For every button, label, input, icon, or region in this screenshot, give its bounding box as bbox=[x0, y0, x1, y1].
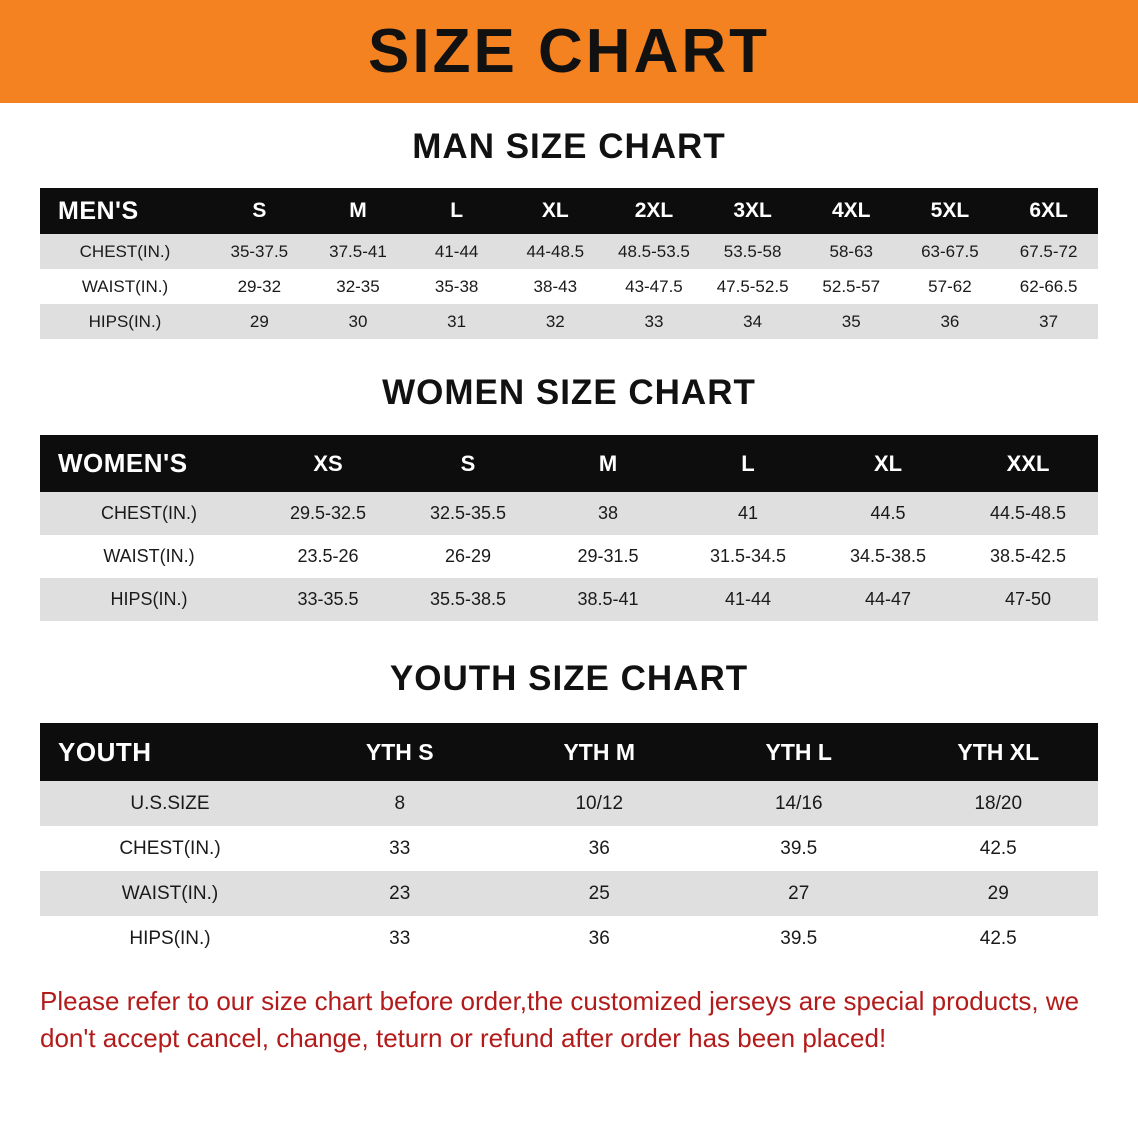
row-label: CHEST(IN.) bbox=[40, 492, 258, 535]
table-cell: 29-31.5 bbox=[538, 535, 678, 578]
table-cell: 8 bbox=[300, 781, 500, 826]
youth-header-cell: YOUTH bbox=[40, 723, 300, 781]
table-row bbox=[40, 234, 1098, 269]
table-cell: 36 bbox=[500, 826, 700, 871]
table-cell: 53.5-58 bbox=[703, 234, 802, 269]
table-cell: 37.5-41 bbox=[309, 234, 408, 269]
row-label: CHEST(IN.) bbox=[40, 826, 300, 871]
youth-header-cell: YTH L bbox=[699, 723, 899, 781]
table-cell: 39.5 bbox=[699, 826, 899, 871]
table-cell: 34.5-38.5 bbox=[818, 535, 958, 578]
table-row bbox=[40, 269, 1098, 304]
table-cell: 32.5-35.5 bbox=[398, 492, 538, 535]
man-header-cell: L bbox=[407, 188, 506, 234]
women-table-body bbox=[40, 492, 1098, 621]
table-cell: 44-48.5 bbox=[506, 234, 605, 269]
table-cell: 29 bbox=[210, 304, 309, 339]
man-header-cell: M bbox=[309, 188, 408, 234]
table-cell: 30 bbox=[309, 304, 408, 339]
youth-table-head bbox=[40, 723, 1098, 781]
table-cell: 33 bbox=[300, 916, 500, 961]
table-cell: 35 bbox=[802, 304, 901, 339]
table-row bbox=[40, 871, 1098, 916]
table-cell: 39.5 bbox=[699, 916, 899, 961]
women-header-cell: XS bbox=[258, 435, 398, 492]
table-cell: 47-50 bbox=[958, 578, 1098, 621]
table-cell: 14/16 bbox=[699, 781, 899, 826]
table-cell: 38 bbox=[538, 492, 678, 535]
table-cell: 33-35.5 bbox=[258, 578, 398, 621]
table-cell: 32-35 bbox=[309, 269, 408, 304]
table-row bbox=[40, 781, 1098, 826]
man-header-cell: 3XL bbox=[703, 188, 802, 234]
man-header-cell: MEN'S bbox=[40, 188, 210, 234]
table-cell: 41-44 bbox=[678, 578, 818, 621]
youth-table-wrap bbox=[0, 723, 1138, 961]
table-cell: 31.5-34.5 bbox=[678, 535, 818, 578]
table-cell: 35-38 bbox=[407, 269, 506, 304]
man-header-cell: 6XL bbox=[999, 188, 1098, 234]
table-cell: 62-66.5 bbox=[999, 269, 1098, 304]
man-table-head bbox=[40, 188, 1098, 234]
women-table-wrap bbox=[0, 435, 1138, 621]
row-label: WAIST(IN.) bbox=[40, 535, 258, 578]
table-cell: 26-29 bbox=[398, 535, 538, 578]
man-table-body bbox=[40, 234, 1098, 339]
women-header-cell: M bbox=[538, 435, 678, 492]
table-cell: 52.5-57 bbox=[802, 269, 901, 304]
table-cell: 35-37.5 bbox=[210, 234, 309, 269]
table-cell: 18/20 bbox=[899, 781, 1099, 826]
table-cell: 36 bbox=[901, 304, 1000, 339]
table-cell: 27 bbox=[699, 871, 899, 916]
table-header-row bbox=[40, 435, 1098, 492]
man-header-cell: S bbox=[210, 188, 309, 234]
row-label: HIPS(IN.) bbox=[40, 916, 300, 961]
table-cell: 31 bbox=[407, 304, 506, 339]
table-cell: 33 bbox=[300, 826, 500, 871]
table-cell: 38.5-42.5 bbox=[958, 535, 1098, 578]
table-cell: 38-43 bbox=[506, 269, 605, 304]
table-cell: 47.5-52.5 bbox=[703, 269, 802, 304]
women-table-head bbox=[40, 435, 1098, 492]
table-cell: 25 bbox=[500, 871, 700, 916]
table-cell: 35.5-38.5 bbox=[398, 578, 538, 621]
disclaimer-note: Please refer to our size chart before order,the customized jerseys are special products, we don't accept cancel, change, teturn or refund after order has been placed! bbox=[40, 986, 1080, 1053]
table-row bbox=[40, 916, 1098, 961]
table-cell: 57-62 bbox=[901, 269, 1000, 304]
table-cell: 33 bbox=[605, 304, 704, 339]
man-header-cell: XL bbox=[506, 188, 605, 234]
table-cell: 38.5-41 bbox=[538, 578, 678, 621]
row-label: WAIST(IN.) bbox=[40, 871, 300, 916]
table-cell: 36 bbox=[500, 916, 700, 961]
women-size-table bbox=[40, 435, 1098, 621]
table-cell: 44.5-48.5 bbox=[958, 492, 1098, 535]
table-cell: 23 bbox=[300, 871, 500, 916]
table-cell: 42.5 bbox=[899, 826, 1099, 871]
table-cell: 48.5-53.5 bbox=[605, 234, 704, 269]
youth-section-title: YOUTH SIZE CHART bbox=[389, 659, 749, 698]
table-row bbox=[40, 535, 1098, 578]
table-cell: 29 bbox=[899, 871, 1099, 916]
women-header-cell: XL bbox=[818, 435, 958, 492]
table-cell: 43-47.5 bbox=[605, 269, 704, 304]
table-cell: 29.5-32.5 bbox=[258, 492, 398, 535]
table-cell: 29-32 bbox=[210, 269, 309, 304]
man-table-wrap bbox=[0, 188, 1138, 339]
table-cell: 32 bbox=[506, 304, 605, 339]
table-cell: 34 bbox=[703, 304, 802, 339]
banner bbox=[0, 0, 1138, 103]
table-cell: 44-47 bbox=[818, 578, 958, 621]
table-header-row bbox=[40, 723, 1098, 781]
row-label: HIPS(IN.) bbox=[40, 304, 210, 339]
table-row bbox=[40, 492, 1098, 535]
women-section-title: WOMEN SIZE CHART bbox=[382, 373, 756, 412]
youth-size-table bbox=[40, 723, 1098, 961]
table-row bbox=[40, 304, 1098, 339]
table-cell: 42.5 bbox=[899, 916, 1099, 961]
row-label: U.S.SIZE bbox=[40, 781, 300, 826]
table-cell: 41-44 bbox=[407, 234, 506, 269]
women-header-cell: XXL bbox=[958, 435, 1098, 492]
row-label: CHEST(IN.) bbox=[40, 234, 210, 269]
man-header-cell: 5XL bbox=[901, 188, 1000, 234]
table-header-row bbox=[40, 188, 1098, 234]
women-header-cell: L bbox=[678, 435, 818, 492]
table-cell: 37 bbox=[999, 304, 1098, 339]
table-cell: 10/12 bbox=[500, 781, 700, 826]
table-cell: 63-67.5 bbox=[901, 234, 1000, 269]
table-row bbox=[40, 826, 1098, 871]
table-cell: 58-63 bbox=[802, 234, 901, 269]
youth-header-cell: YTH XL bbox=[899, 723, 1099, 781]
man-header-cell: 4XL bbox=[802, 188, 901, 234]
table-cell: 44.5 bbox=[818, 492, 958, 535]
youth-header-cell: YTH M bbox=[500, 723, 700, 781]
table-cell: 41 bbox=[678, 492, 818, 535]
youth-header-cell: YTH S bbox=[300, 723, 500, 781]
man-header-cell: 2XL bbox=[605, 188, 704, 234]
table-row bbox=[40, 578, 1098, 621]
man-section-title: MAN SIZE CHART bbox=[412, 127, 726, 166]
row-label: WAIST(IN.) bbox=[40, 269, 210, 304]
table-cell: 67.5-72 bbox=[999, 234, 1098, 269]
women-header-cell: S bbox=[398, 435, 538, 492]
row-label: HIPS(IN.) bbox=[40, 578, 258, 621]
page-title: SIZE CHART bbox=[368, 16, 770, 86]
women-header-cell: WOMEN'S bbox=[40, 435, 258, 492]
table-cell: 23.5-26 bbox=[258, 535, 398, 578]
youth-table-body bbox=[40, 781, 1098, 961]
man-size-table bbox=[40, 188, 1098, 339]
